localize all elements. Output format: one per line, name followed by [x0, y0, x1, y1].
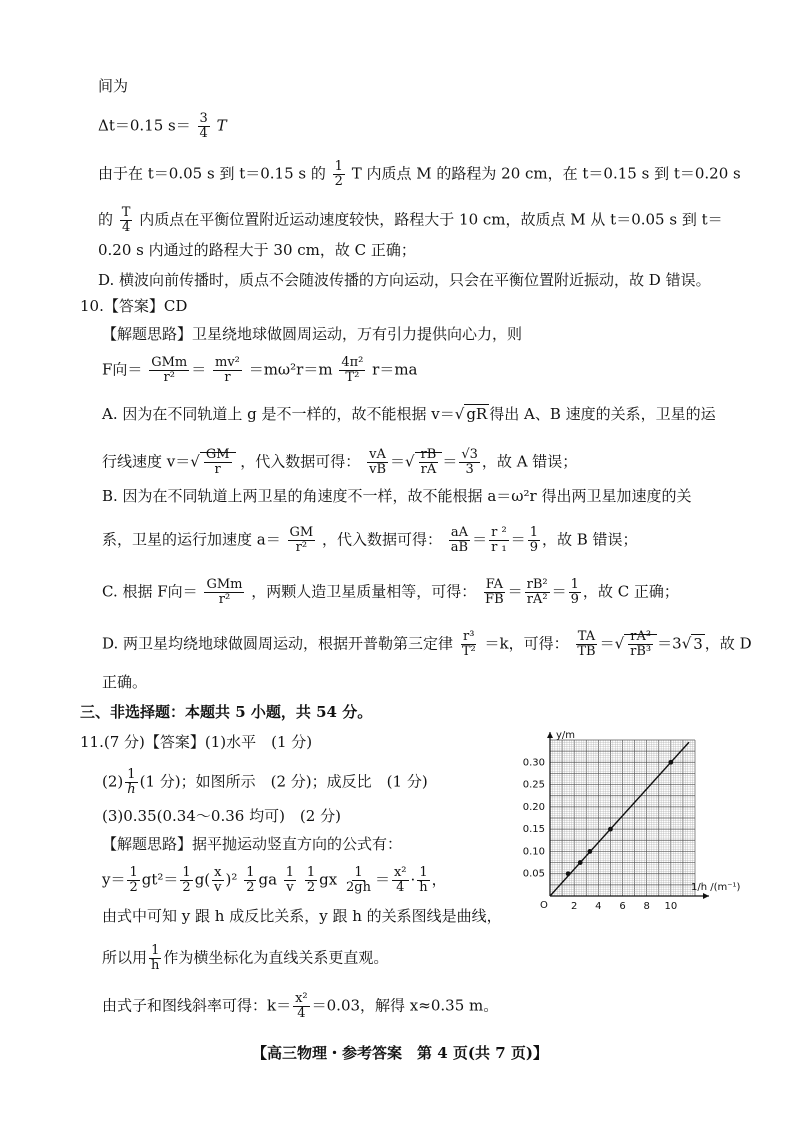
option-D-line1: D. 两卫星均绕地球做圆周运动，根据开普勒第三定律 $\frac{\text{r³}}{\text{T²}}$ ＝k，可得： $\frac{TA}{TB}$ ＝√ $\frac{\text{rA³}}{\text{rB³}}$ ＝3√ 3 ，故 D — [102, 629, 752, 659]
q11-axis-choice: 所以用 $\frac{1}{h}$ 作为横坐标化为直线关系更直观。 — [102, 943, 389, 973]
origin-label: O — [540, 900, 548, 911]
y-tick-label: 0.30 — [522, 757, 545, 769]
option-C: C. 根据 F向＝ $\frac{\text{GMm}}{\text{r²}}$ ，两颗人造卫星质量相等，可得： $\frac{FA}{FB}$ ＝ $\frac{\text{rB²}}{\text{rA²}}$ ＝ $\frac{1}{9}$ ，故 C 正确； — [102, 577, 679, 607]
symbol-T: T — [216, 116, 227, 135]
q11-relation: 由式中可知 y 跟 h 成反比关系，y 跟 h 的关系图线是曲线， — [102, 907, 502, 925]
data-point — [566, 871, 571, 876]
data-point — [608, 827, 613, 832]
line-6: D. 横波向前传播时，质点不会随波传播的方向运动，只会在平衡位置附近振动，故 D 错误。 — [98, 271, 711, 289]
y-axis-arrow — [547, 732, 553, 738]
x-tick-label: 4 — [595, 901, 602, 912]
data-point — [668, 760, 673, 765]
q10-formula: F向＝ $\frac{\text{GMm}}{\text{r²}}$ ＝ $\frac{\text{mv²}}{r}$ ＝mω²r＝m $\frac{\text{4π²}}{\text{T²}}$ r＝ma — [102, 355, 418, 385]
line-2 — [98, 112, 227, 141]
option-D-line2: 正确。 — [102, 673, 148, 691]
y-axis-label: y/m — [556, 730, 576, 741]
q11-result: 由式子和图线斜率可得：k＝ $\frac{\text{x²}}{4}$ ＝0.03，解得 x≈0.35 m。 — [102, 991, 499, 1021]
line-1: 间为 — [98, 77, 129, 95]
chart-marks — [550, 742, 689, 896]
y-vs-1-over-h-chart — [505, 728, 741, 918]
q11-idea: 【解题思路】据平抛运动竖直方向的公式有： — [102, 835, 403, 853]
frac-T-4: $\frac{T}{4}$ — [121, 205, 131, 235]
x-tick-label: 2 — [570, 901, 578, 912]
page-footer: 【高三物理・参考答案 第 4 页(共 7 页)】 — [252, 1044, 548, 1062]
option-B-line1: B. 因为在不同轨道上两卫星的角速度不一样，故不能根据 a＝ω²r 得出两卫星加速度的关 — [102, 487, 692, 505]
q10-answer: 10.【答案】CD — [80, 297, 188, 315]
line-5: 0.20 s 内通过的路程大于 30 cm，故 C 正确； — [98, 241, 416, 259]
line-3: 由于在 t＝0.05 s 到 t＝0.15 s 的 $\frac{1}{2}$ T 内质点 M 的路程为 20 cm，在 t＝0.15 s 到 t＝0.20 s — [98, 159, 741, 189]
delta-t-eq: Δt＝0.15 s＝ — [98, 116, 191, 135]
option-B-line2: 系，卫星的运行加速度 a＝ $\frac{GM}{\text{r²}}$ ，代入数据可得： $\frac{aA}{aB}$ ＝ $\frac{\text{r ²}}{\text{r ₁}}$ ＝ $\frac{1}{9}$ ，故 B 错误； — [102, 525, 638, 555]
y-tick-label: 0.20 — [522, 801, 545, 813]
q11-part3: (3)0.35(0.34～0.36 均可) (2 分) — [102, 807, 341, 825]
y-tick-label: 0.15 — [522, 824, 545, 836]
y-tick-label: 0.10 — [522, 846, 545, 858]
q11-part2: (2) $\frac{1}{h}$ (1 分)；如图所示 (2 分)；成反比 (1 分) — [102, 767, 428, 797]
x-axis-arrow — [703, 893, 709, 899]
line-4: 的 $\frac{T}{4}$ 内质点在平衡位置附近运动速度较快，路程大于 10 cm，故质点 M 从 t＝0.05 s 到 t＝ — [98, 205, 723, 235]
data-point — [578, 860, 583, 865]
option-A-line2: 行线速度 v＝√ $\frac{GM}{r}$ ，代入数据可得： $\frac{vA}{vB}$ ＝√ $\frac{rB}{rA}$ ＝ $\frac{√3}{3}$ ，故 A 错误； — [102, 447, 578, 477]
frac-3-4: $\frac{3}{4}$ — [199, 111, 208, 141]
x-axis-label: 1/h /(m⁻¹) — [691, 882, 741, 893]
q11-equation: y＝ $\frac{1}{2}$ gt²＝ $\frac{1}{2}$ g( $\frac{x}{v}$ )² $\frac{1}{2}$ ga $\frac{1}{v}$ $\frac{1}{2}$ gx $\frac{1}{2gh}$ ＝ $\frac{\text{x²}}{4}$ · $\frac{1}{h}$ ， — [102, 865, 447, 895]
frac-1-2: $\frac{1}{2}$ — [334, 159, 343, 189]
q11-answer: 11.(7 分)【答案】(1)水平 (1 分) — [80, 733, 313, 751]
section-3-heading: 三、非选择题：本题共 5 小题，共 54 分。 — [80, 703, 373, 721]
y-tick-label: 0.25 — [522, 779, 545, 791]
x-tick-label: 8 — [643, 901, 650, 912]
y-tick-label: 0.05 — [522, 868, 545, 880]
option-A-line1: A. 因为在不同轨道上 g 是不一样的，故不能根据 v＝√ gR 得出 A、B 速度的关系，卫星的运 — [102, 405, 716, 423]
q10-idea: 【解题思路】卫星绕地球做圆周运动，万有引力提供向心力，则 — [102, 325, 523, 343]
data-point — [587, 849, 592, 854]
x-tick-label: 10 — [664, 901, 678, 912]
fit-line — [550, 742, 689, 896]
x-tick-label: 6 — [619, 901, 626, 912]
